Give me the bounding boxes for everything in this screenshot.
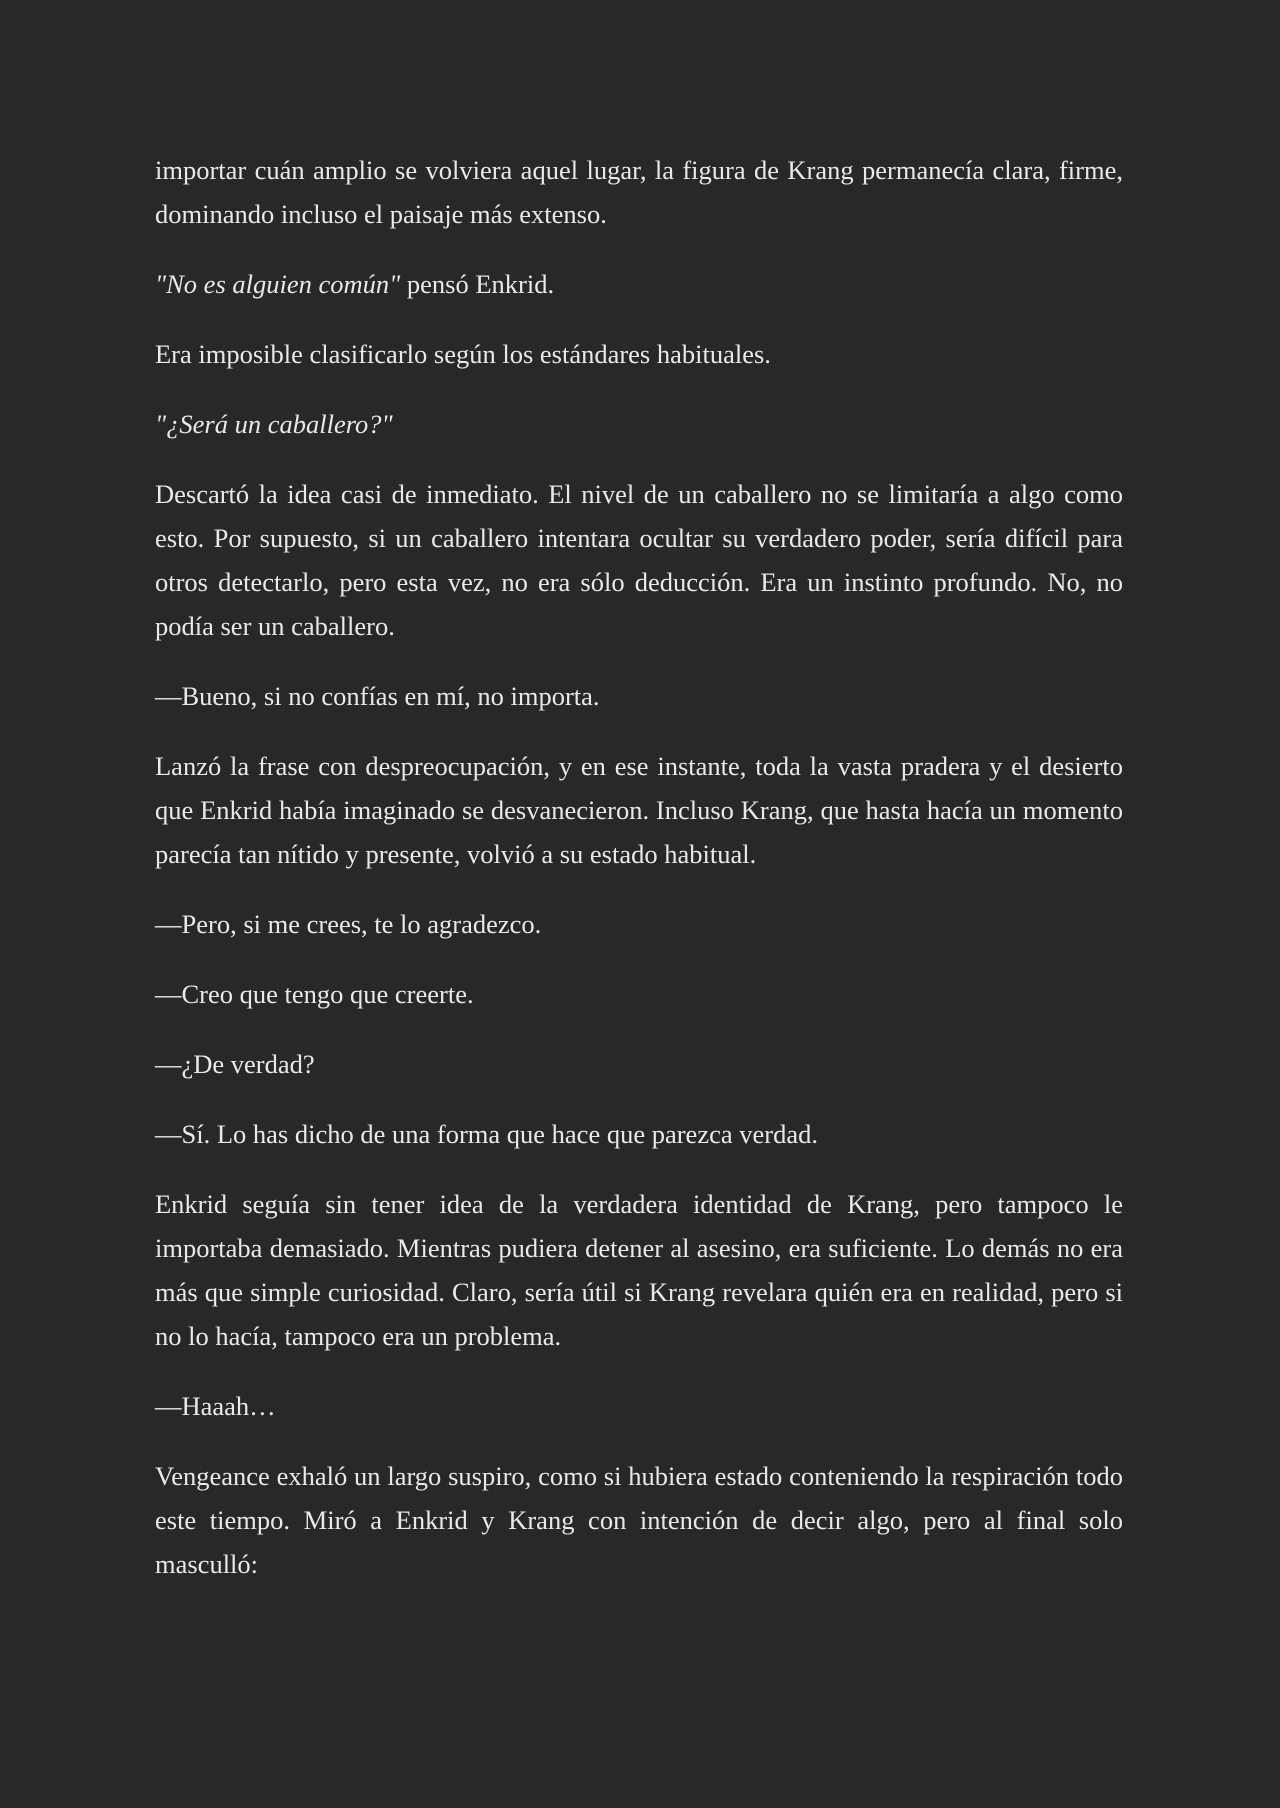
reader-page <box>155 148 1123 1612</box>
paragraph-text: pensó Enkrid. <box>400 269 555 299</box>
paragraph: Enkrid seguía sin tener idea de la verdadera identidad de Krang, pero tampoco le importaba demasiado. Mientras pudiera detener al asesino, era suficiente. Lo demás no era más que simple curiosidad. Claro, sería útil si Krang revelara quién era en realidad, pero si no lo hacía, tampoco era un problema. <box>155 1189 1123 1351</box>
paragraph: Descartó la idea casi de inmediato. El nivel de un caballero no se limitaría a algo como esto. Por supuesto, si un caballero intentara ocultar su verdadero poder, sería difícil para otros detectarlo, pero esta vez, no era sólo deducción. Era un instinto profundo. No, no podía ser un caballero. <box>155 479 1123 641</box>
paragraph: Lanzó la frase con despreocupación, y en ese instante, toda la vasta pradera y el desierto que Enkrid había imaginado se desvanecieron. Incluso Krang, que hasta hacía un momento parecía tan nítido y presente, volvió a su estado habitual. <box>155 751 1123 869</box>
paragraph: —Haaah… <box>155 1391 276 1421</box>
paragraph: importar cuán amplio se volviera aquel lugar, la figura de Krang permanecía clara, firme, dominando incluso el paisaje más extenso. <box>155 155 1123 229</box>
paragraph: Vengeance exhaló un largo suspiro, como si hubiera estado conteniendo la respiración todo este tiempo. Miró a Enkrid y Krang con intención de decir algo, pero al final solo masculló: <box>155 1461 1123 1579</box>
paragraph: —Pero, si me crees, te lo agradezco. <box>155 909 542 939</box>
italic-thought: "No es alguien común" <box>155 269 401 299</box>
paragraph <box>155 402 1123 446</box>
paragraph: —Sí. Lo has dicho de una forma que hace que parezca verdad. <box>155 1119 818 1149</box>
paragraph: Era imposible clasificarlo según los estándares habituales. <box>155 339 771 369</box>
paragraph: —Creo que tengo que creerte. <box>155 979 474 1009</box>
paragraph <box>155 262 1123 306</box>
italic-thought: "¿Será un caballero?" <box>155 409 393 439</box>
paragraph: —Bueno, si no confías en mí, no importa. <box>155 681 600 711</box>
paragraph: —¿De verdad? <box>155 1049 315 1079</box>
